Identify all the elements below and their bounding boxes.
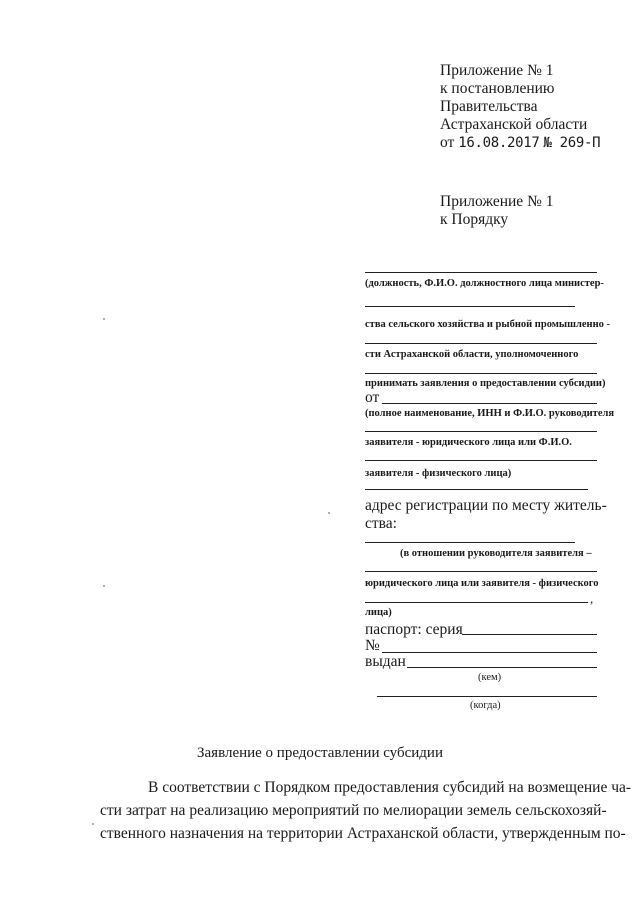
addressee-field-line[interactable] — [365, 343, 597, 344]
address-label-2: ства: — [365, 515, 397, 532]
document-title: Заявление о предоставлении субсидии — [197, 745, 443, 761]
passport-number-label: № — [365, 637, 380, 654]
address-note-3: лица) — [365, 607, 392, 618]
issued-by-caption: (кем) — [478, 672, 502, 683]
address-comma: , — [590, 591, 594, 606]
appendix-date-line — [440, 134, 600, 152]
applicant-caption-1: (полное наименование, ИНН и Ф.И.О. руководителя — [365, 408, 615, 419]
address-label-1: адрес регистрации по месту житель- — [365, 497, 607, 514]
procedure-appendix-title: Приложение № 1 — [440, 193, 554, 210]
paragraph-line: В соответствии с Порядком предоставления субсидий на возмещение ча- — [148, 779, 632, 796]
applicant-field-line[interactable] — [365, 489, 588, 490]
address-note-1: (в отношении руководителя заявителя – — [400, 548, 592, 559]
decree-number: № 269-П — [543, 135, 601, 151]
scan-speck — [92, 823, 94, 825]
address-field-line[interactable] — [365, 571, 597, 572]
official-caption-4: принимать заявления о предоставлении субсидии) — [365, 378, 606, 389]
official-caption-1: (должность, Ф.И.О. должностного лица министер- — [365, 278, 604, 289]
official-caption-3: сти Астраханской области, уполномоченного — [365, 349, 579, 360]
passport-number-field[interactable] — [382, 652, 597, 653]
applicant-field-line[interactable] — [365, 431, 597, 432]
appendix-ref-line: Правительства — [440, 98, 538, 115]
address-note-2: юридического лица или заявителя - физического — [365, 578, 599, 589]
procedure-appendix-ref: к Порядку — [440, 211, 509, 228]
scan-speck — [103, 585, 105, 587]
applicant-caption-3: заявителя - физического лица) — [365, 468, 512, 479]
address-field-line[interactable] — [365, 602, 588, 603]
scan-speck — [328, 512, 330, 514]
passport-series-label: паспорт: серия — [365, 621, 463, 638]
scan-speck — [103, 318, 105, 320]
address-field-line[interactable] — [365, 542, 575, 543]
applicant-caption-2: заявителя - юридического лица или Ф.И.О. — [365, 437, 572, 448]
appendix-ref-line: к постановлению — [440, 80, 555, 97]
applicant-field-line[interactable] — [382, 403, 597, 404]
appendix-ref-line: Астраханской области — [440, 116, 588, 133]
decree-date: 16.08.2017 — [458, 135, 540, 151]
issued-date-field[interactable] — [377, 696, 597, 697]
issued-by-field[interactable] — [407, 667, 597, 668]
applicant-field-line[interactable] — [365, 460, 597, 461]
from-label: от — [365, 389, 380, 406]
issued-date-caption: (когда) — [470, 700, 501, 711]
addressee-field-line[interactable] — [365, 272, 597, 273]
date-prefix: от — [440, 134, 455, 151]
official-caption-2: ства сельского хозяйства и рыбной промышленно - — [365, 319, 610, 330]
paragraph-line: ственного назначения на территории Астраханской области, утвержденным по- — [100, 825, 626, 842]
addressee-field-line[interactable] — [365, 373, 597, 374]
passport-series-field[interactable] — [462, 634, 597, 635]
addressee-field-line[interactable] — [365, 306, 575, 307]
issued-label: выдан — [365, 653, 406, 670]
appendix-title: Приложение № 1 — [440, 62, 554, 79]
paragraph-line: сти затрат на реализацию мероприятий по мелиорации земель сельскохозяй- — [100, 802, 607, 819]
